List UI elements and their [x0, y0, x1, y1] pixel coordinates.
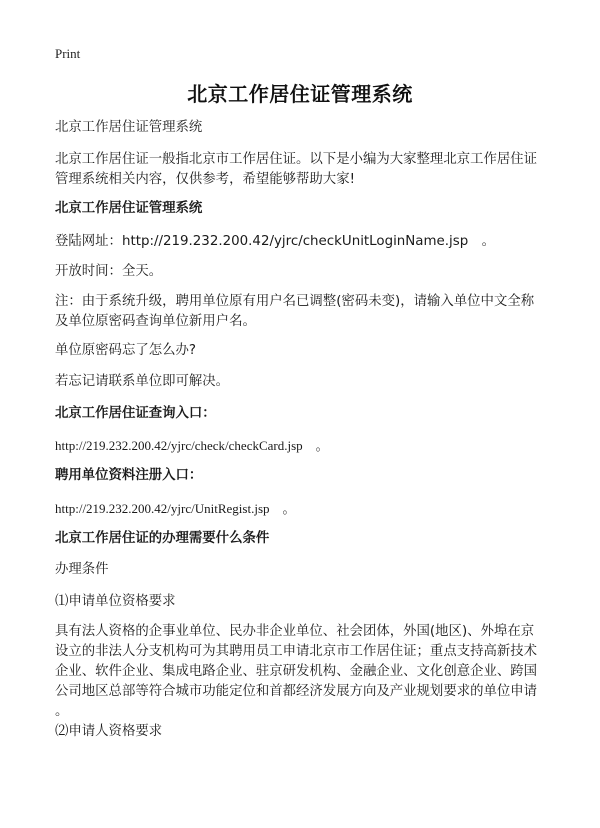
password-question: 单位原密码忘了怎么办?: [55, 343, 197, 358]
heading-system: 北京工作居住证管理系统: [55, 201, 203, 216]
login-url-text: 登陆网址：http://219.232.200.42/yjrc/checkUnitLoginName.jsp 。: [55, 234, 496, 249]
condition-1-line-4: 公司地区总部等符合城市功能定位和首都经济发展方向及产业规划要求的单位申请: [55, 684, 538, 699]
heading-conditions: 北京工作居住证的办理需要什么条件: [55, 531, 270, 546]
open-time-text: 开放时间：全天。: [55, 264, 163, 279]
subtitle: 北京工作居住证管理系统: [55, 120, 203, 135]
note-line-2: 及单位原密码查询单位新用户名。: [55, 314, 256, 329]
heading-query: 北京工作居住证查询入口：: [55, 406, 216, 421]
intro-paragraph: [55, 150, 550, 190]
note-paragraph: [55, 292, 550, 332]
condition-1-line-5: 。: [55, 704, 69, 719]
intro-line-2: 管理系统相关内容，仅供参考，希望能够帮助大家!: [55, 172, 355, 187]
condition-1-line-1: 具有法人资格的企事业单位、民办非企业单位、社会团体，外国(地区)、外埠在京: [55, 624, 535, 639]
condition-1-line-3: 企业、软件企业、集成电路企业、驻京研发机构、金融企业、文化创意企业、跨国: [55, 664, 538, 679]
print-label: Print: [55, 46, 81, 61]
conditions-label: 办理条件: [55, 562, 109, 577]
register-url-text: http://219.232.200.42/yjrc/UnitRegist.jsp 。: [55, 501, 296, 516]
password-answer: 若忘记请联系单位即可解决。: [55, 374, 230, 389]
condition-1-title: ⑴申请单位资格要求: [55, 594, 176, 609]
condition-2-title: ⑵申请人资格要求: [55, 724, 163, 739]
query-url-text: http://219.232.200.42/yjrc/check/checkCard.jsp 。: [55, 438, 329, 453]
heading-register: 聘用单位资料注册入口：: [55, 468, 203, 483]
condition-1-line-2: 设立的非法人分支机构可为其聘用员工申请北京市工作居住证；重点支持高新技术: [55, 644, 538, 659]
note-line-1: 注：由于系统升级，聘用单位原有用户名已调整(密码未变)，请输入单位中文全称: [55, 294, 535, 309]
intro-line-1: 北京工作居住证一般指北京市工作居住证。以下是小编为大家整理北京工作居住证: [55, 152, 538, 167]
condition-1-paragraph: [55, 622, 550, 722]
page-title: 北京工作居住证管理系统: [187, 82, 413, 106]
